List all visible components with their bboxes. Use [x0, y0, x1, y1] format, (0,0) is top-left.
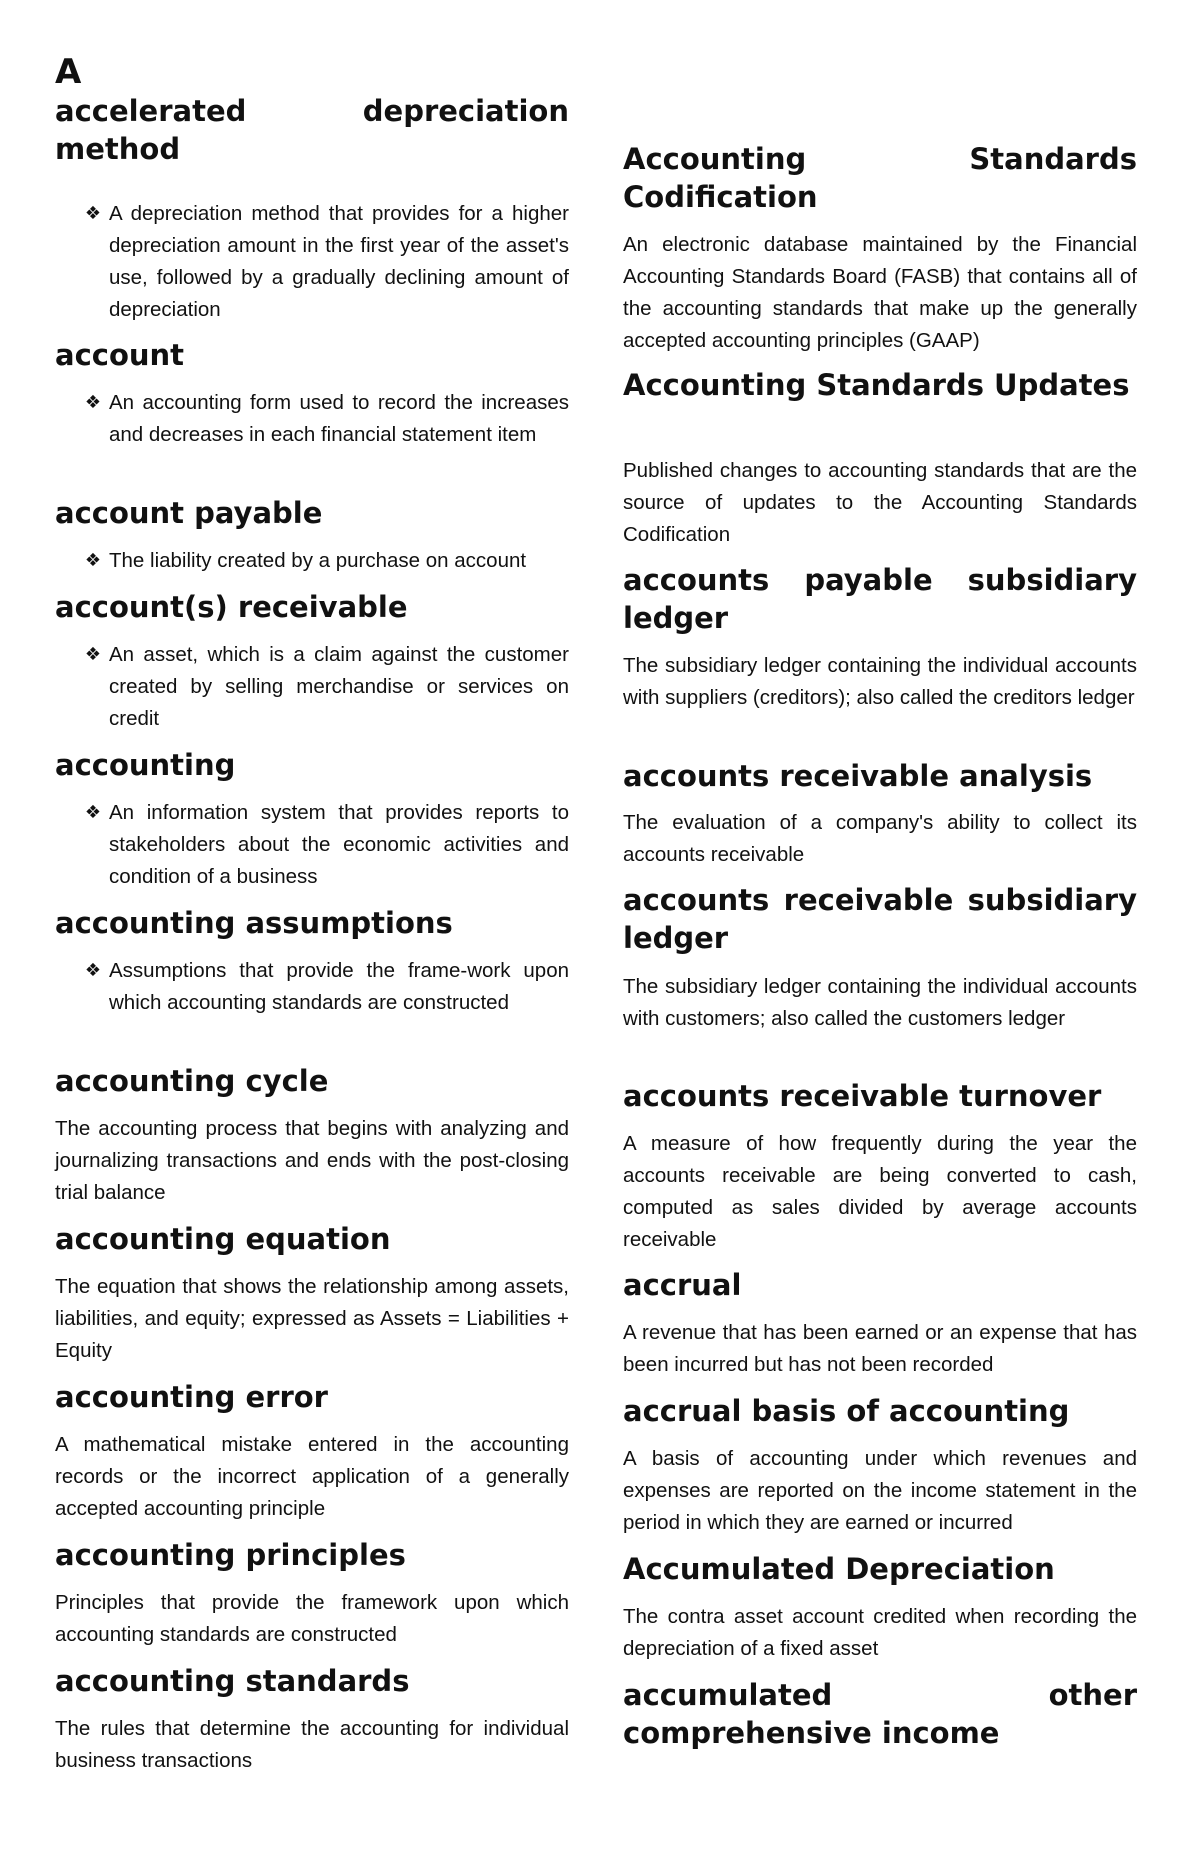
term-definition: An accounting form used to record the increases and decreases in each financial statement item: [109, 391, 569, 446]
term-definition: A revenue that has been earned or an expense that has been incurred but has not been recorded: [623, 1321, 1137, 1376]
glossary-term: Accounting Standards Updates: [623, 368, 1130, 402]
glossary-term: accounting assumptions: [55, 906, 453, 940]
term-definition: Assumptions that provide the frame-work upon which accounting standards are constructed: [109, 959, 569, 1014]
glossary-term: accounting principles: [55, 1538, 406, 1572]
term-definition: The subsidiary ledger containing the individual accounts with customers; also called the customers ledger: [623, 975, 1137, 1030]
bullet-diamond-icon: ❖: [84, 960, 102, 981]
glossary-term: account: [55, 338, 185, 372]
section-letter: A: [55, 52, 82, 92]
term-definition: A depreciation method that provides for a higher depreciation amount in the first year of the asset's use, followed by a gradually declining amount of depreciation: [109, 202, 569, 321]
term-definition: An asset, which is a claim against the customer created by selling merchandise or services on credit: [109, 643, 569, 730]
term-definition: The evaluation of a company's ability to collect its accounts receivable: [623, 811, 1137, 866]
term-definition: The subsidiary ledger containing the individual accounts with suppliers (creditors); also called the creditors ledger: [623, 654, 1137, 709]
bullet-diamond-icon: ❖: [84, 203, 102, 224]
glossary-term: accounting: [55, 748, 236, 782]
term-definition: The contra asset account credited when recording the depreciation of a fixed asset: [623, 1605, 1137, 1660]
term-definition: The rules that determine the accounting for individual business transactions: [55, 1717, 569, 1772]
term-definition: A measure of how frequently during the year the accounts receivable are being converted to cash, computed as sales divided by average accounts receivable: [623, 1132, 1137, 1251]
glossary-term: accounts receivable turnover: [623, 1079, 1102, 1113]
term-definition: A basis of accounting under which revenues and expenses are reported on the income statement in the period in which they are earned or incurred: [623, 1447, 1137, 1534]
term-definition: Principles that provide the framework upon which accounting standards are constructed: [55, 1591, 569, 1646]
glossary-term: accounts receivable subsidiary ledger: [623, 883, 1137, 955]
term-definition: An information system that provides reports to stakeholders about the economic activities and condition of a business: [109, 801, 569, 888]
glossary-term: accounting equation: [55, 1222, 391, 1256]
glossary-term: account payable: [55, 496, 323, 530]
glossary-term: accounting cycle: [55, 1064, 329, 1098]
term-definition: An electronic database maintained by the Financial Accounting Standards Board (FASB) that contains all of the accounting standards that make up the generally accepted accounting principles (GAAP): [623, 233, 1137, 352]
bullet-diamond-icon: ❖: [84, 550, 102, 571]
term-definition: Published changes to accounting standards that are the source of updates to the Accounting Standards Codification: [623, 459, 1137, 546]
term-definition: The liability created by a purchase on account: [109, 549, 527, 572]
term-definition: A mathematical mistake entered in the accounting records or the incorrect application of a generally accepted accounting principle: [55, 1433, 569, 1520]
glossary-term: accounts payable subsidiary ledger: [623, 563, 1137, 635]
bullet-diamond-icon: ❖: [84, 644, 102, 665]
glossary-term: accounting error: [55, 1380, 328, 1414]
glossary-term: accumulated other comprehensive income: [623, 1678, 1137, 1750]
glossary-term: accrual: [623, 1268, 742, 1302]
bullet-diamond-icon: ❖: [84, 802, 102, 823]
glossary-term: account(s) receivable: [55, 590, 408, 624]
glossary-term: accounting standards: [55, 1664, 410, 1698]
term-definition: The accounting process that begins with analyzing and journalizing transactions and ends with the post-closing trial balance: [55, 1117, 569, 1204]
glossary-term: accounts receivable analysis: [623, 759, 1093, 793]
glossary-term: accelerated depreciation method: [55, 94, 569, 166]
glossary-term: accrual basis of accounting: [623, 1394, 1070, 1428]
glossary-term: Accumulated Depreciation: [623, 1552, 1055, 1586]
bullet-diamond-icon: ❖: [84, 392, 102, 413]
term-definition: The equation that shows the relationship among assets, liabilities, and equity; expressed as Assets = Liabilities + Equity: [55, 1275, 569, 1362]
glossary-term: Accounting Standards Codification: [623, 142, 1137, 214]
